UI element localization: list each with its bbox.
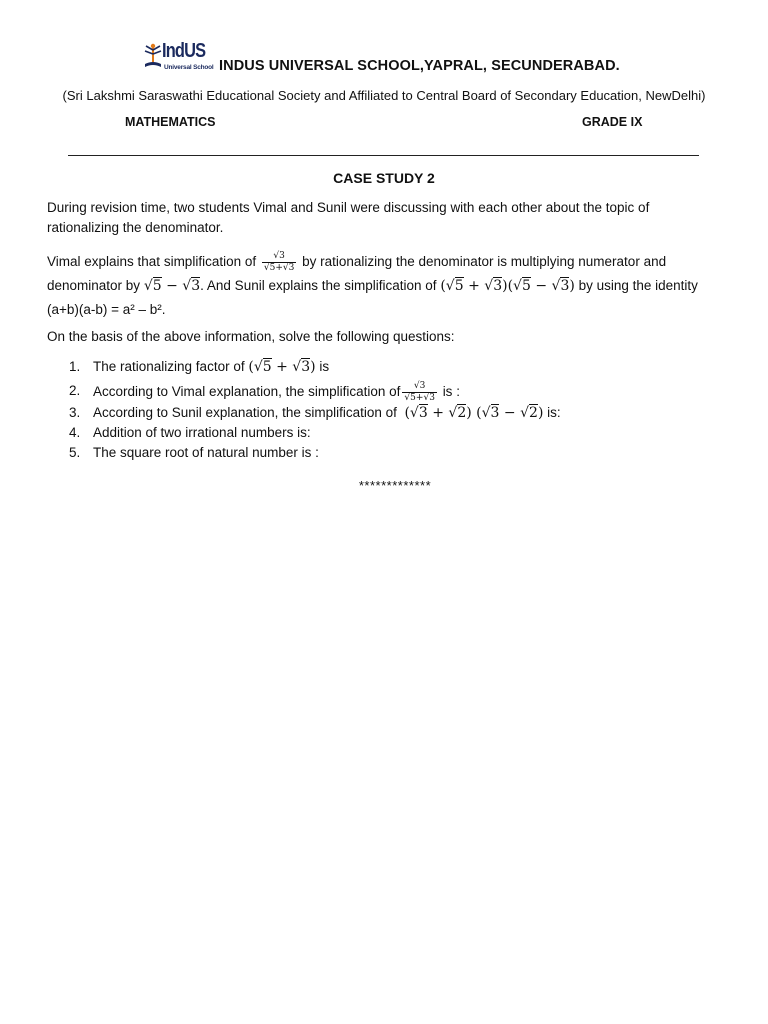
logo-wordmark: IndUS (162, 40, 206, 62)
explanation-text-4: by using the identity (a+b)(a-b) = a² – b². (47, 278, 698, 317)
intro-paragraph: During revision time, two students Vimal and Sunil were discussing with each other about the topic of rationalizing the denominator. (47, 200, 650, 235)
question-number: 1. (69, 359, 81, 374)
explanation-text-2: by rationalizing the denominator is multiplying numerator and denominator by (47, 254, 667, 293)
subject-label: MATHEMATICS (125, 115, 216, 129)
question-number: 2. (69, 383, 81, 398)
question-text: Addition of two irrational numbers is: (93, 425, 311, 440)
header-divider (68, 155, 699, 156)
question-item (69, 357, 729, 377)
fraction-root3-over-root5-plus-root3: $\frac{√3}{√5+√3}$ (404, 381, 435, 403)
case-study-title: CASE STUDY 2 (333, 170, 435, 186)
question-text: According to Vimal explanation, the simplification of $\frac{√3}{√5+√3}$ is : (93, 381, 460, 403)
question-item (69, 423, 729, 443)
explanation-text-1: Vimal explains that simplification of (47, 254, 257, 269)
expression-root5-minus-root3: √5 − √3 (143, 278, 201, 294)
grade-label: GRADE IX (582, 115, 643, 129)
school-logo (142, 42, 220, 76)
question-number: 5. (69, 445, 81, 460)
school-name: INDUS UNIVERSAL SCHOOL,YAPRAL, SECUNDERABAD. (219, 58, 620, 74)
logo-subtitle: Universal School (164, 64, 214, 71)
explanation-text-3: . And Sunil explains the simplification of (200, 278, 437, 293)
explanation-paragraph (47, 250, 709, 322)
question-list (69, 357, 729, 460)
closing-stars: ************* (358, 478, 432, 493)
question-text: According to Sunil explanation, the simplification of (√3 + √2) (√3 − √2) is: (93, 405, 561, 421)
question-number: 3. (69, 405, 81, 420)
question-item (69, 443, 729, 463)
instruction-text: On the basis of the above information, solve the following questions: (47, 329, 455, 344)
society-affiliation: (Sri Lakshmi Saraswathi Educational Society and Affiliated to Central Board of Secondary Education, NewDelhi) (62, 88, 706, 103)
expression-root5-plus-root3: (√5 + √3) (248, 359, 316, 375)
question-item (69, 381, 729, 401)
question-text: The rationalizing factor of (√5 + √3) is (93, 359, 330, 375)
expression-root3-plus-root2-times-root3-minus-root2: (√3 + √2) (√3 − √2) (404, 405, 544, 421)
question-text: The square root of natural number is : (93, 445, 319, 460)
expression-product-conjugates: (√5 + √3)(√5 − √3) (440, 278, 575, 294)
fraction-root3-over-root5-plus-root3: $\frac{√3}{√5+√3}$ (263, 250, 295, 273)
question-number: 4. (69, 425, 81, 440)
question-item (69, 403, 729, 423)
school-logo-icon (142, 42, 164, 70)
